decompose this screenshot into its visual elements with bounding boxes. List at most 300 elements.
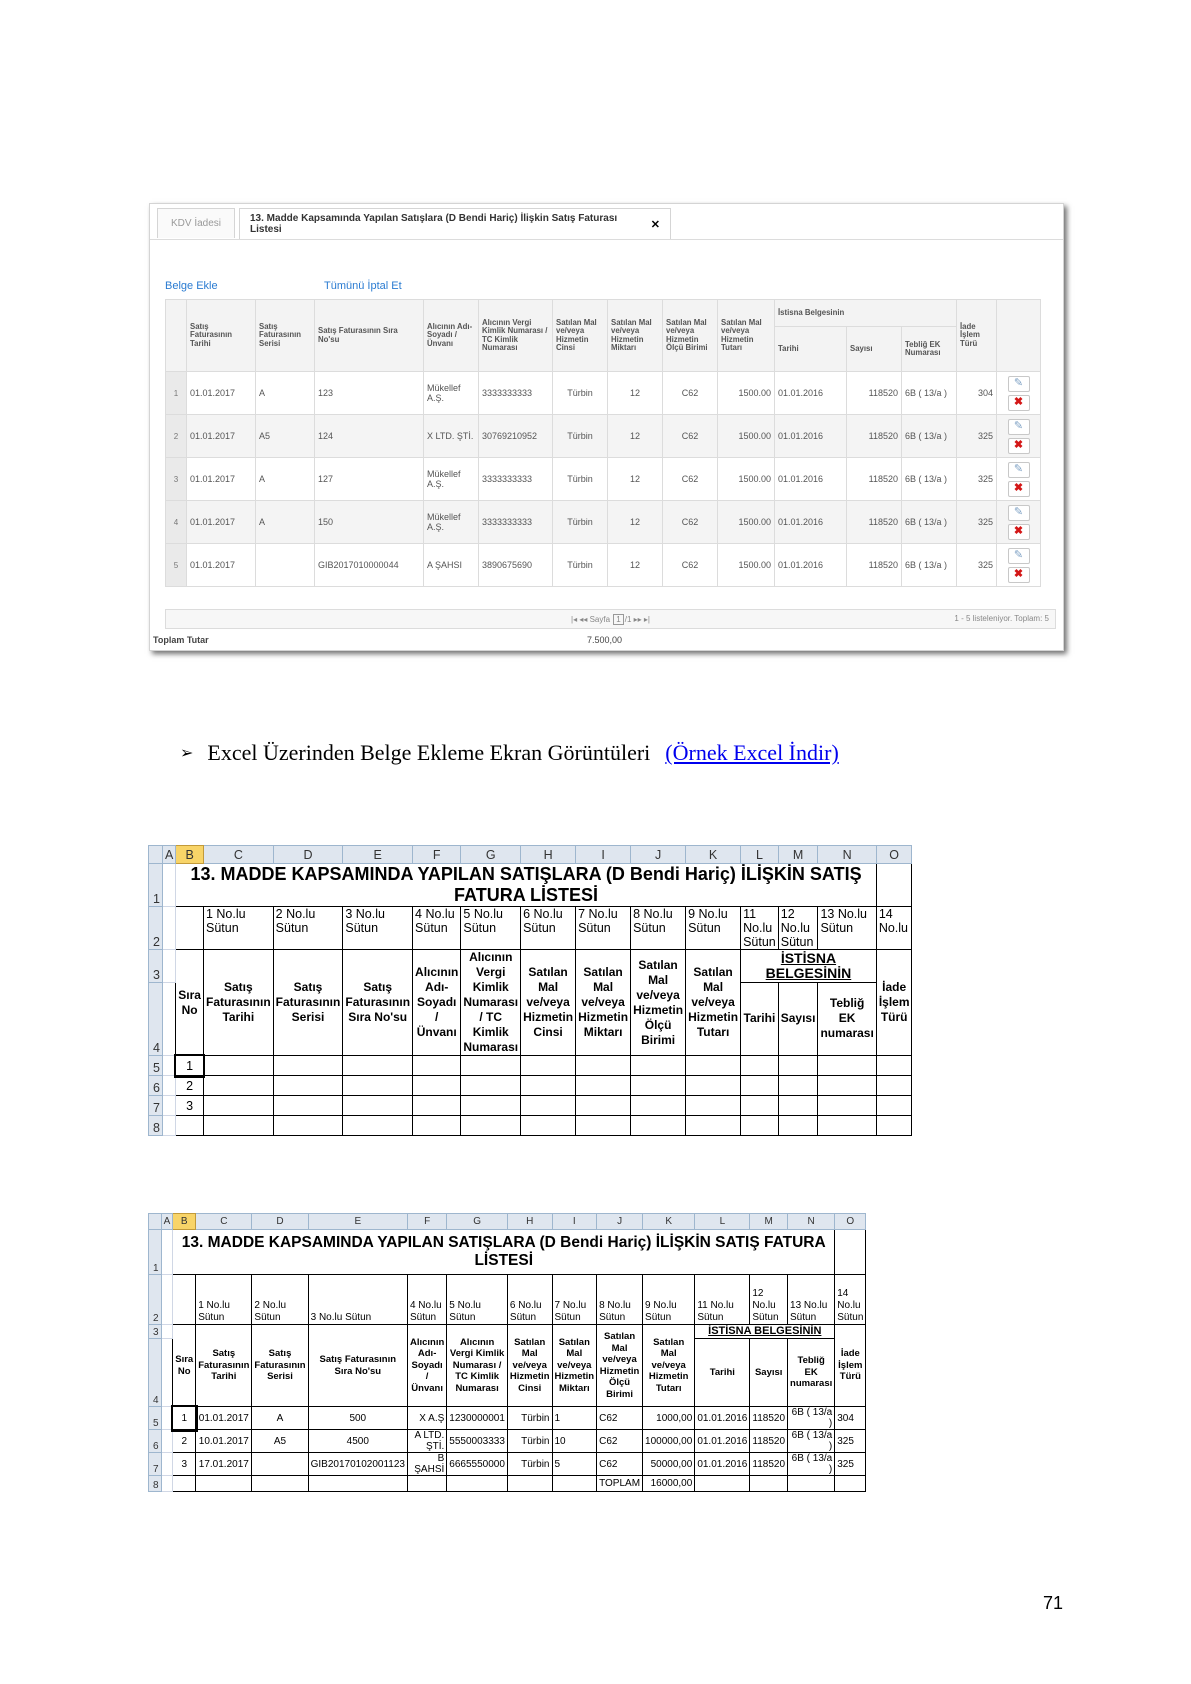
row-header[interactable]: 2 (149, 907, 163, 950)
column-header[interactable]: G (447, 1214, 508, 1230)
cell[interactable]: 118520 (750, 1407, 788, 1430)
cell[interactable] (741, 1116, 779, 1136)
first-page-icon[interactable]: |◂ (570, 615, 578, 624)
cell[interactable] (521, 1056, 576, 1076)
cell-vkn: 3333333333 (479, 501, 553, 544)
cell (161, 1339, 173, 1407)
cell[interactable] (835, 1476, 866, 1492)
header-cell[interactable]: Satış Faturasının Tarihi (196, 1325, 252, 1407)
header-cell[interactable]: Tebliğ EK numarası (818, 982, 876, 1055)
cell[interactable]: Türbin (507, 1453, 552, 1476)
column-number-cell[interactable]: 9 No.lu Sütun (686, 907, 741, 950)
cell-bsayi: 118520 (847, 372, 902, 415)
tab-kdv-iadesi[interactable]: KDV İadesi (157, 208, 235, 238)
cell[interactable]: 118520 (750, 1453, 788, 1476)
cell[interactable] (750, 1476, 788, 1492)
cell[interactable]: 50000,00 (643, 1453, 695, 1476)
cell[interactable]: C62 (597, 1430, 643, 1453)
edit-icon[interactable]: ✎ (1008, 376, 1030, 392)
cell[interactable] (631, 1056, 686, 1076)
column-header[interactable]: J (597, 1214, 643, 1230)
column-header[interactable]: M (750, 1214, 788, 1230)
cell[interactable] (196, 1476, 252, 1492)
column-number-cell[interactable]: 11 No.lu Sütun (741, 907, 779, 950)
delete-icon[interactable]: ✖ (1008, 395, 1030, 411)
sira-no-cell[interactable]: 1 (176, 1056, 204, 1076)
cancel-all-link[interactable]: Tümünü İptal Et (324, 280, 402, 292)
close-icon[interactable]: ✕ (650, 218, 660, 231)
delete-icon[interactable]: ✖ (1008, 567, 1030, 583)
cell[interactable]: 6B ( 13/a ) (788, 1407, 835, 1430)
cell[interactable] (273, 1076, 343, 1096)
cell[interactable]: 10.01.2017 (196, 1430, 252, 1453)
cell[interactable]: 01.01.2017 (196, 1407, 252, 1430)
action-buttons (1000, 462, 1037, 497)
col-header[interactable]: Satış Faturasının Serisi (256, 300, 315, 372)
total-value: 7.500,00 (587, 635, 623, 645)
cell[interactable]: 01.01.2016 (695, 1453, 750, 1476)
cell[interactable]: Türbin (507, 1407, 552, 1430)
cell (162, 1076, 175, 1096)
cell[interactable] (576, 1116, 631, 1136)
row-actions (997, 544, 1041, 587)
cell[interactable] (343, 1056, 413, 1076)
section-bullet (180, 740, 839, 766)
header-cell[interactable]: Tarihi (695, 1339, 750, 1407)
cell[interactable]: B ŞAHSİ (407, 1453, 446, 1476)
cell[interactable]: 6B ( 13/a ) (788, 1453, 835, 1476)
add-document-link[interactable]: Belge Ekle (165, 280, 218, 292)
tab-invoice-list[interactable]: 13. Madde Kapsamında Yapılan Satışlara (D Bendi Hariç) İlişkin Satış Faturası Listesi ✕ (239, 208, 671, 239)
column-header[interactable]: B (176, 846, 204, 864)
cell-tarih: 01.01.2017 (187, 372, 256, 415)
cell[interactable]: A (252, 1407, 308, 1430)
column-number-cell[interactable]: 12 No.lu Sütun (750, 1275, 788, 1325)
header-cell[interactable]: Sıra No (176, 950, 204, 1056)
cell[interactable] (252, 1476, 308, 1492)
cell (161, 1275, 173, 1325)
header-cell[interactable]: Satılan Mal ve/veya Hizmetin Miktarı (576, 950, 631, 1056)
col-header[interactable]: Tarihi (775, 327, 847, 372)
column-number-cell[interactable]: 6 No.lu Sütun (521, 907, 576, 950)
page-label: Sayfa (589, 615, 611, 624)
cell[interactable] (173, 1275, 196, 1325)
sira-no-cell[interactable] (176, 1116, 204, 1136)
cell[interactable] (876, 1096, 912, 1116)
sheet-title[interactable]: 13. MADDE KAPSAMINDA YAPILAN SATIŞLARA (D Bendi Hariç) İLİŞKİN SATIŞ FATURA LİSTESİ (173, 1230, 835, 1275)
row-header[interactable]: 6 (149, 1430, 162, 1453)
cell[interactable] (176, 907, 204, 950)
col-header[interactable]: Satış Faturasının Tarihi (187, 300, 256, 372)
page-number: 71 (1043, 1593, 1064, 1613)
cell[interactable] (203, 1076, 273, 1096)
col-header[interactable]: Satılan Mal ve/veya Hizmetin Miktarı (608, 300, 663, 372)
column-number-cell[interactable]: 5 No.lu Sütun (447, 1275, 508, 1325)
cell[interactable] (252, 1453, 308, 1476)
column-header[interactable]: F (407, 1214, 446, 1230)
col-header[interactable]: Satılan Mal ve/veya Hizmetin Cinsi (553, 300, 608, 372)
cell[interactable] (778, 1076, 818, 1096)
cell[interactable] (686, 1056, 741, 1076)
cell[interactable] (788, 1476, 835, 1492)
cell[interactable] (686, 1096, 741, 1116)
select-all-corner[interactable] (149, 1214, 162, 1230)
row-header[interactable]: 3 (149, 950, 163, 983)
select-all-corner[interactable] (149, 846, 163, 864)
cell[interactable]: 1230000001 (447, 1407, 508, 1430)
column-number-cell[interactable]: 13 No.lu Sütun (788, 1275, 835, 1325)
col-header[interactable]: Satılan Mal ve/veya Hizmetin Tutarı (718, 300, 775, 372)
cell-tarih: 01.01.2017 (187, 415, 256, 458)
cell[interactable] (461, 1056, 521, 1076)
cell-seri (256, 544, 315, 587)
column-number-cell[interactable]: 2 No.lu Sütun (273, 907, 343, 950)
cell[interactable]: 118520 (750, 1430, 788, 1453)
header-cell[interactable]: Sıra No (173, 1325, 196, 1407)
header-cell[interactable]: Sayısı (750, 1339, 788, 1407)
row-number: 5 (166, 544, 187, 587)
header-cell[interactable]: Satılan Mal ve/veya Hizmetin Cinsi (521, 950, 576, 1056)
cell (162, 907, 175, 950)
header-cell[interactable]: Tarihi (741, 982, 779, 1055)
sheet-row (149, 1076, 912, 1096)
header-cell[interactable]: Alıcının Vergi Kimlik Numarası / TC Kimlik Numarası (447, 1325, 508, 1407)
total-value-cell[interactable]: 16000,00 (643, 1476, 695, 1492)
cell[interactable] (203, 1096, 273, 1116)
row-number: 1 (166, 372, 187, 415)
col-header[interactable]: Satış Faturasının Sıra No'su (315, 300, 424, 372)
cell[interactable] (447, 1476, 508, 1492)
cell[interactable]: 1 (552, 1407, 597, 1430)
cell[interactable] (631, 1116, 686, 1136)
cell[interactable] (686, 1116, 741, 1136)
edit-icon[interactable]: ✎ (1008, 462, 1030, 478)
col-header[interactable]: Tebliğ EK Numarası (902, 327, 957, 372)
group-header-cell[interactable]: İSTİSNA BELGESİNİN (695, 1325, 835, 1339)
column-header[interactable]: C (196, 1214, 252, 1230)
pager-controls (166, 614, 1055, 625)
column-number-cell[interactable]: 14 No.lu (876, 907, 912, 950)
header-cell[interactable]: Satış Faturasının Tarihi (203, 950, 273, 1056)
column-number-cell[interactable]: 3 No.lu Sütun (343, 907, 413, 950)
last-page-icon[interactable]: ▸| (643, 615, 650, 624)
column-header[interactable]: O (876, 846, 912, 864)
cell[interactable] (413, 1076, 461, 1096)
cell[interactable] (818, 1096, 876, 1116)
cell[interactable]: GIB20170102001123 (308, 1453, 407, 1476)
cell[interactable]: 17.01.2017 (196, 1453, 252, 1476)
cell[interactable] (521, 1096, 576, 1116)
row-header[interactable]: 3 (149, 1325, 162, 1339)
edit-icon[interactable]: ✎ (1008, 548, 1030, 564)
row-actions (997, 458, 1041, 501)
column-header[interactable]: L (741, 846, 779, 864)
column-header[interactable]: I (576, 846, 631, 864)
column-number-cell[interactable]: 3 No.lu Sütun (308, 1275, 407, 1325)
cell[interactable] (778, 1096, 818, 1116)
cell-seri: A (256, 372, 315, 415)
cell[interactable] (173, 1476, 196, 1492)
col-header[interactable]: Satılan Mal ve/veya Hizmetin Ölçü Birimi (663, 300, 718, 372)
cell[interactable] (876, 1056, 912, 1076)
cell (876, 864, 912, 907)
page-input[interactable]: 1 (613, 614, 623, 625)
header-cell[interactable]: Alıcının Adı-Soyadı / Ünvanı (407, 1325, 446, 1407)
header-cell[interactable]: Satılan Mal ve/veya Hizmetin Cinsi (507, 1325, 552, 1407)
cell[interactable] (631, 1076, 686, 1096)
cell[interactable]: 5550003333 (447, 1430, 508, 1453)
column-number-cell[interactable]: 4 No.lu Sütun (413, 907, 461, 950)
cell[interactable] (741, 1056, 779, 1076)
cell[interactable]: 304 (835, 1407, 866, 1430)
cell[interactable]: 325 (835, 1453, 866, 1476)
column-header[interactable]: O (835, 1214, 866, 1230)
cell[interactable] (461, 1076, 521, 1096)
column-header[interactable]: K (686, 846, 741, 864)
column-number-cell[interactable]: 7 No.lu Sütun (576, 907, 631, 950)
delete-icon[interactable]: ✖ (1008, 481, 1030, 497)
next-page-icon[interactable]: ▸▸ (633, 615, 642, 624)
cell-alici: X LTD. ŞTİ. (424, 415, 479, 458)
col-header[interactable]: İade İşlem Türü (957, 300, 997, 372)
col-header[interactable]: Alıcının Adı-Soyadı / Ünvanı (424, 300, 479, 372)
header-cell[interactable]: Satılan Mal ve/veya Hizmetin Ölçü Birimi (631, 950, 686, 1056)
cell[interactable]: Türbin (507, 1430, 552, 1453)
column-header[interactable]: I (552, 1214, 597, 1230)
cell[interactable]: 6665550000 (447, 1453, 508, 1476)
row-header[interactable]: 1 (149, 864, 163, 907)
cell[interactable] (343, 1116, 413, 1136)
cell[interactable] (343, 1076, 413, 1096)
cell-tutar: 1500.00 (718, 501, 775, 544)
column-header[interactable]: F (413, 846, 461, 864)
cell[interactable] (576, 1096, 631, 1116)
cell-bsayi: 118520 (847, 458, 902, 501)
cell[interactable] (461, 1116, 521, 1136)
cell[interactable] (818, 1056, 876, 1076)
column-header[interactable]: J (631, 846, 686, 864)
row-header[interactable]: 7 (149, 1096, 163, 1116)
column-header[interactable]: L (695, 1214, 750, 1230)
cell[interactable]: 6B ( 13/a ) (788, 1430, 835, 1453)
total-label-cell[interactable]: TOPLAM (597, 1476, 643, 1492)
row-header[interactable]: 1 (149, 1230, 162, 1275)
header-cell[interactable]: Satılan Mal ve/veya Hizmetin Ölçü Birimi (597, 1325, 643, 1407)
column-number-cell[interactable]: 13 No.lu Sütun (818, 907, 876, 950)
cell[interactable]: 3 (173, 1453, 196, 1476)
cell[interactable]: 01.01.2016 (695, 1430, 750, 1453)
cell-btarih: 01.01.2016 (775, 415, 847, 458)
edit-icon[interactable]: ✎ (1008, 505, 1030, 521)
column-number-cell[interactable]: 12 No.lu Sütun (778, 907, 818, 950)
cell[interactable] (413, 1096, 461, 1116)
cell[interactable]: C62 (597, 1453, 643, 1476)
cell[interactable] (876, 1076, 912, 1096)
column-number-cell[interactable]: 8 No.lu Sütun (631, 907, 686, 950)
cell (161, 1430, 173, 1453)
table-row[interactable] (166, 501, 1041, 544)
cell[interactable] (741, 1096, 779, 1116)
column-header[interactable]: D (273, 846, 343, 864)
cell[interactable] (273, 1056, 343, 1076)
column-number-cell[interactable]: 11 No.lu Sütun (695, 1275, 750, 1325)
col-header[interactable]: Sayısı (847, 327, 902, 372)
column-number-cell[interactable]: 1 No.lu Sütun (203, 907, 273, 950)
column-header[interactable]: N (788, 1214, 835, 1230)
table-row[interactable] (166, 415, 1041, 458)
cell[interactable]: 1 (173, 1407, 196, 1430)
cell-bsayi: 118520 (847, 501, 902, 544)
invoice-list-screen (149, 203, 1064, 651)
header-cell[interactable]: Satış Faturasının Serisi (252, 1325, 308, 1407)
header-cell[interactable]: Satış Faturasının Sıra No'su (343, 950, 413, 1056)
cell[interactable]: 100000,00 (643, 1430, 695, 1453)
row-header[interactable]: 8 (149, 1476, 162, 1492)
header-cell[interactable]: Satılan Mal ve/veya Hizmetin Tutarı (686, 950, 741, 1056)
delete-icon[interactable]: ✖ (1008, 438, 1030, 454)
header-cell[interactable]: İade İşlem Türü (876, 950, 912, 1056)
column-number-cell[interactable]: 14 No.lu Sütun (835, 1275, 866, 1325)
cell[interactable] (686, 1076, 741, 1096)
row-header[interactable]: 5 (149, 1056, 163, 1076)
column-number-cell[interactable]: 1 No.lu Sütun (196, 1275, 252, 1325)
cell[interactable]: 2 (173, 1430, 196, 1453)
cell[interactable]: 1000,00 (643, 1407, 695, 1430)
column-header[interactable]: B (173, 1214, 196, 1230)
column-header[interactable]: M (778, 846, 818, 864)
cell[interactable] (413, 1056, 461, 1076)
cell[interactable] (308, 1476, 407, 1492)
cell-tur: 325 (957, 458, 997, 501)
header-cell[interactable]: Satış Faturasının Sıra No'su (308, 1325, 407, 1407)
column-header[interactable]: A (162, 846, 175, 864)
row-header[interactable]: 6 (149, 1076, 163, 1096)
cell-sira: 123 (315, 372, 424, 415)
column-number-cell[interactable]: 5 No.lu Sütun (461, 907, 521, 950)
column-number-cell[interactable]: 9 No.lu Sütun (643, 1275, 695, 1325)
cell[interactable] (576, 1056, 631, 1076)
cell-tarih: 01.01.2017 (187, 458, 256, 501)
edit-icon[interactable]: ✎ (1008, 419, 1030, 435)
column-header[interactable]: D (252, 1214, 308, 1230)
cell[interactable] (521, 1116, 576, 1136)
sheet-title[interactable]: 13. MADDE KAPSAMINDA YAPILAN SATIŞLARA (D Bendi Hariç) İLİŞKİN SATIŞ FATURA LİSTESİ (176, 864, 877, 907)
header-cell[interactable]: Alıcının Vergi Kimlik Numarası / TC Kimlik Numarası (461, 950, 521, 1056)
column-header[interactable]: E (308, 1214, 407, 1230)
column-header[interactable]: N (818, 846, 876, 864)
cell[interactable] (876, 1116, 912, 1136)
cell[interactable] (631, 1096, 686, 1116)
delete-icon[interactable]: ✖ (1008, 524, 1030, 540)
action-buttons (1000, 376, 1037, 411)
cell[interactable] (778, 1116, 818, 1136)
cell[interactable]: C62 (597, 1407, 643, 1430)
sample-excel-download-link[interactable]: (Örnek Excel İndir) (665, 740, 839, 765)
cell (161, 1453, 173, 1476)
bullet-text: Excel Üzerinden Belge Ekleme Ekran Görüntüleri (207, 740, 651, 765)
cell[interactable] (203, 1116, 273, 1136)
col-header[interactable]: Alıcının Vergi Kimlik Numarası / TC Kimlik Numarası (479, 300, 553, 372)
sheet-row (149, 1056, 912, 1076)
cell[interactable] (507, 1476, 552, 1492)
row-header[interactable]: 2 (149, 1275, 162, 1325)
header-cell[interactable]: Satılan Mal ve/veya Hizmetin Tutarı (643, 1325, 695, 1407)
prev-page-icon[interactable]: ◂◂ (579, 615, 588, 624)
header-cell[interactable]: İade İşlem Türü (835, 1325, 866, 1407)
column-header[interactable]: E (343, 846, 413, 864)
row-header[interactable]: 8 (149, 1116, 163, 1136)
cell-tutar: 1500.00 (718, 458, 775, 501)
cell[interactable]: X A.Ş (407, 1407, 446, 1430)
row-header[interactable]: 7 (149, 1453, 162, 1476)
cell-tutar: 1500.00 (718, 415, 775, 458)
table-row[interactable] (166, 458, 1041, 501)
cell[interactable] (521, 1076, 576, 1096)
cell[interactable] (461, 1096, 521, 1116)
column-number-cell[interactable]: 4 No.lu Sütun (407, 1275, 446, 1325)
row-header[interactable]: 5 (149, 1407, 162, 1430)
header-cell[interactable]: Alıcının Adı-Soyadı / Ünvanı (413, 950, 461, 1056)
cell[interactable] (273, 1116, 343, 1136)
cell-sira: 127 (315, 458, 424, 501)
sira-no-cell[interactable]: 3 (176, 1096, 204, 1116)
cell[interactable] (273, 1096, 343, 1116)
column-number-cell[interactable]: 6 No.lu Sütun (507, 1275, 552, 1325)
column-header[interactable]: K (643, 1214, 695, 1230)
group-header-cell[interactable]: İSTİSNA BELGESİNİN (741, 950, 877, 983)
cell[interactable] (818, 1116, 876, 1136)
cell[interactable]: 4500 (308, 1430, 407, 1453)
cell[interactable] (203, 1056, 273, 1076)
cell[interactable] (695, 1476, 750, 1492)
column-header[interactable]: A (161, 1214, 173, 1230)
header-cell[interactable]: Satış Faturasının Serisi (273, 950, 343, 1056)
cell[interactable]: 01.01.2016 (695, 1407, 750, 1430)
cell[interactable] (407, 1476, 446, 1492)
header-cell[interactable]: Satılan Mal ve/veya Hizmetin Miktarı (552, 1325, 597, 1407)
row-header[interactable]: 4 (149, 982, 163, 1055)
cell[interactable]: 325 (835, 1430, 866, 1453)
header-cell[interactable]: Tebliğ EK numarası (788, 1339, 835, 1407)
sira-no-cell[interactable]: 2 (176, 1076, 204, 1096)
table-row[interactable] (166, 372, 1041, 415)
cell[interactable] (413, 1116, 461, 1136)
cell-btarih: 01.01.2016 (775, 544, 847, 587)
cell[interactable]: 500 (308, 1407, 407, 1430)
column-number-cell[interactable]: 2 No.lu Sütun (252, 1275, 308, 1325)
cell[interactable] (818, 1076, 876, 1096)
column-header[interactable]: C (203, 846, 273, 864)
cell[interactable] (576, 1076, 631, 1096)
column-number-cell[interactable]: 7 No.lu Sütun (552, 1275, 597, 1325)
header-cell[interactable]: Sayısı (778, 982, 818, 1055)
column-header[interactable]: G (461, 846, 521, 864)
cell[interactable] (343, 1096, 413, 1116)
table-row[interactable] (166, 544, 1041, 587)
tab-bar (150, 204, 1063, 240)
cell[interactable] (552, 1476, 597, 1492)
cell[interactable] (741, 1076, 779, 1096)
cell[interactable] (778, 1056, 818, 1076)
column-number-cell[interactable]: 8 No.lu Sütun (597, 1275, 643, 1325)
cell[interactable]: A LTD. ŞTİ. (407, 1430, 446, 1453)
column-header[interactable]: H (507, 1214, 552, 1230)
cell[interactable]: 10 (552, 1430, 597, 1453)
cell[interactable]: A5 (252, 1430, 308, 1453)
row-header[interactable]: 4 (149, 1339, 162, 1407)
column-header[interactable]: H (521, 846, 576, 864)
cell[interactable]: 5 (552, 1453, 597, 1476)
